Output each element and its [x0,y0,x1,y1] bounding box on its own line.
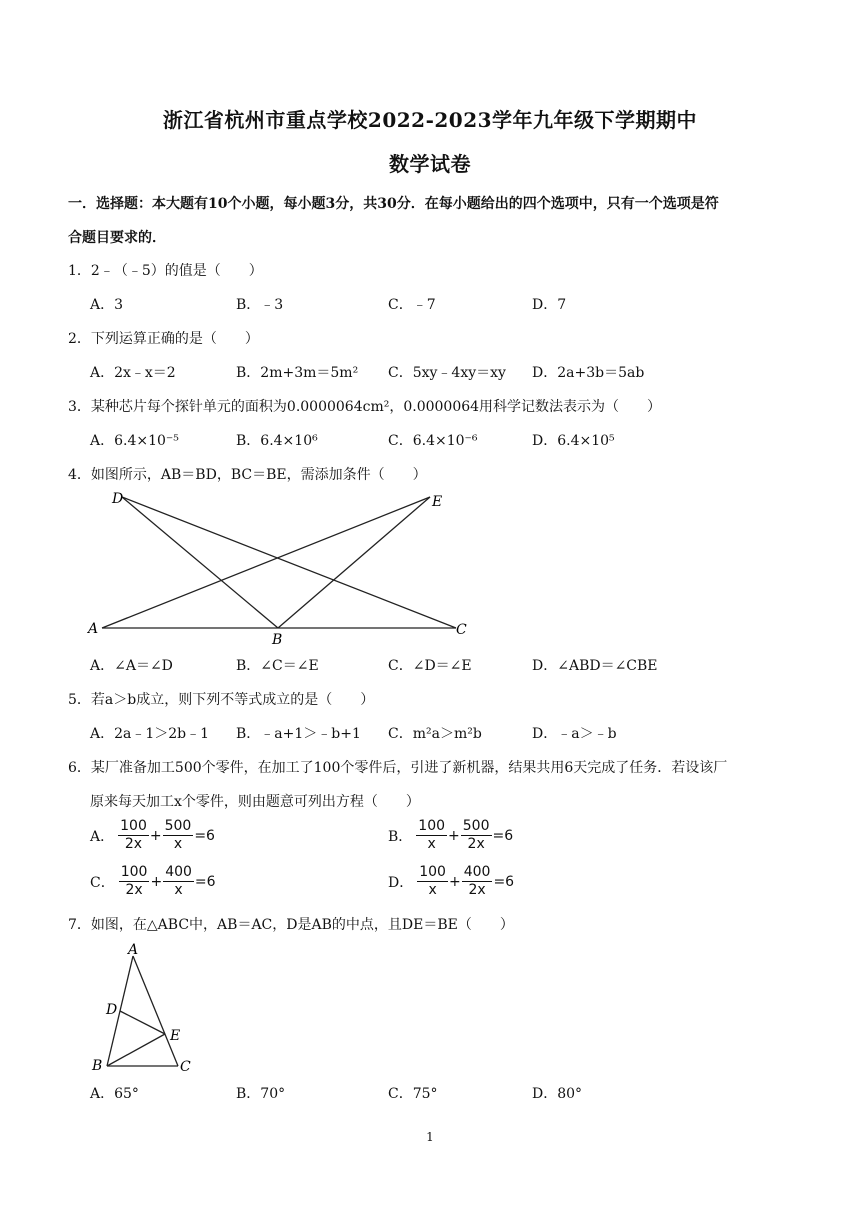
fraction: $\frac{100}{2x}$ [120,818,147,852]
segment-de [120,1011,165,1034]
question-2-option-d: D．2a+3b＝5ab [532,365,645,381]
question-7-stem: 7．如图，在△ABC中，AB＝AC，D是AB的中点，且DE＝BE（ ） [68,917,514,933]
label-e: E [170,1028,181,1044]
question-2-option-b: B．2m+3m＝5m² [236,365,359,381]
label-e: E [432,494,443,510]
page-number: 1 [426,1130,434,1144]
fraction: $\frac{400}{x}$ [165,864,192,898]
question-1-option-a: A．3 [90,297,124,313]
question-1-option-d: D．7 [532,297,567,313]
label-b: B [272,632,283,646]
fraction: $\frac{100}{2x}$ [120,864,148,898]
section-heading: 一．选择题：本大题有10个小题，每小题3分，共30分．在每小题给出的四个选项中，只有一个选项是符 [68,196,719,212]
fraction: $\frac{400}{2x}$ [463,864,491,898]
question-3-option-d: D．6.4×10⁵ [532,433,615,449]
question-2-option-c: C．5xy﹣4xy＝xy [388,365,506,381]
question-6-option-b: B． $\frac{100}{x}$ + $\frac{500}{2x}$ =6 [388,818,514,852]
section-heading-cont: 合题目要求的． [68,230,166,246]
label-d: D [106,1002,118,1018]
label-a: A [88,621,99,637]
question-6-stem: 6．某厂准备加工500个零件，在加工了100个零件后，引进了新机器，结果共用6天完成了任务．若设该厂 [68,760,728,776]
question-2-option-a: A．2x﹣x＝2 [90,365,176,381]
question-7-figure [86,938,206,1078]
fraction: $\frac{100}{x}$ [419,864,446,898]
question-7-option-a: A．65° [90,1086,139,1102]
label-d: D [112,491,124,507]
fraction: $\frac{500}{x}$ [164,818,192,852]
label-b: B [92,1058,103,1074]
question-1-option-c: C．﹣7 [388,297,436,313]
segment-db [122,497,278,628]
paper-subtitle: 数学试卷 [389,152,471,176]
question-4-option-a: A．∠A＝∠D [90,658,173,674]
question-4-option-d: D．∠ABD＝∠CBE [532,658,658,674]
question-7-option-c: C．75° [388,1086,438,1102]
question-3-option-b: B．6.4×10⁶ [236,433,318,449]
question-6-option-a: A． $\frac{100}{2x}$ + $\frac{500}{x}$ =6 [90,818,215,852]
label-c: C [456,622,467,638]
question-1-stem: 1．2﹣（﹣5）的值是（ ） [68,263,263,279]
question-1-option-b: B．﹣3 [236,297,284,313]
question-7-option-d: D．80° [532,1086,583,1102]
question-6-option-c: C． $\frac{100}{2x}$ + $\frac{400}{x}$ =6 [90,864,216,898]
label-a: A [128,942,139,958]
question-4-option-c: C．∠D＝∠E [388,658,472,674]
question-4-option-b: B．∠C＝∠E [236,658,319,674]
question-3-option-a: A．6.4×10⁻⁵ [90,433,179,449]
question-2-stem: 2．下列运算正确的是（ ） [68,331,259,347]
question-4-figure [80,486,480,646]
question-3-option-c: C．6.4×10⁻⁶ [388,433,478,449]
paper-title: 浙江省杭州市重点学校2022-2023学年九年级下学期期中 [162,108,698,132]
question-5-option-b: B．﹣a+1＞﹣b+1 [236,726,361,742]
segment-ac [133,956,181,1066]
question-4-stem: 4．如图所示，AB＝BD，BC＝BE，需添加条件（ ） [68,467,427,483]
question-3-stem: 3．某种芯片每个探针单元的面积为0.0000064cm²，0.0000064用科学记数法表示为（ ） [68,399,662,415]
fraction: $\frac{100}{x}$ [418,818,446,852]
question-5-option-d: D．﹣a＞﹣b [532,726,617,742]
question-6-option-d: D． $\frac{100}{x}$ + $\frac{400}{2x}$ =6 [388,864,515,898]
fraction: $\frac{500}{2x}$ [462,818,490,852]
segment-ae [102,497,430,628]
question-5-option-a: A．2a﹣1＞2b﹣1 [90,726,210,742]
question-7-option-b: B．70° [236,1086,286,1102]
question-6-stem-cont: 原来每天加工x个零件，则由题意可列出方程（ ） [90,794,420,810]
question-5-stem: 5．若a＞b成立，则下列不等式成立的是（ ） [68,692,375,708]
segment-be [107,1034,165,1066]
segment-dc [122,497,456,628]
label-c: C [180,1059,191,1075]
question-5-option-c: C．m²a＞m²b [388,726,482,742]
